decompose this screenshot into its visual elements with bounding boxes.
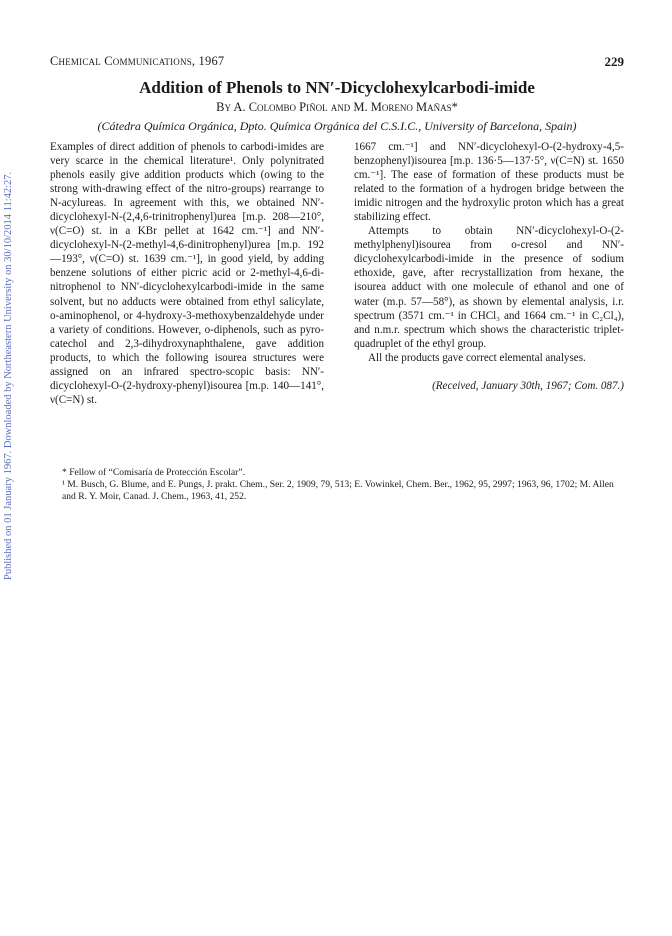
article-authors: By A. Colombo Piñol and M. Moreno Mañas* <box>216 100 458 114</box>
footnote-reference-1: ¹ M. Busch, G. Blume, and E. Pungs, J. prakt. Chem., Ser. 2, 1909, 79, 513; E. Vowinkel, Chem. Ber., 1962, 95, 2997; 1963, 96, 1702; M. Allen and R. Y. Moir, Canad. J. Chem., 1963, 41, 252. <box>62 479 614 503</box>
download-notice-sidebar <box>2 150 18 580</box>
download-notice-text: Published on 01 January 1967. Downloaded by Northeastern University on 30/10/2014 11:42:27. <box>3 171 14 580</box>
received-date: (Received, January 30th, 1967; Com. 087.) <box>432 379 624 392</box>
running-header <box>50 54 624 70</box>
body-paragraph-4: All the products gave correct elemental analyses. <box>368 351 586 364</box>
left-column <box>50 140 324 407</box>
footnote-fellow: * Fellow of “Comisaría de Protección Escolar”. <box>62 467 246 478</box>
article-title: Addition of Phenols to NN′-Dicyclohexylcarbodi-imide <box>139 78 535 97</box>
body-paragraph-1: Examples of direct addition of phenols to carbodi-imides are very scarce in the chemical literature¹. Only polynitrated phenols easily give addition products which (owing to the strong with-drawing effect of the nitro-groups) rearrange to N-acylureas. In agreement with this, we obtained NN′-dicyclohexyl-N-(2,4,6-trinitrophenyl)urea [m.p. 208—210°, ν(C=O) st. in a KBr pellet at 1642 cm.⁻¹] and NN′-dicyclohexyl-N-(2-methyl-4,6-dinitrophenyl)urea [m.p. 192—193°, ν(C=O) st. 1639 cm.⁻¹], in good yield, by adding benzene solutions of either picric acid or 2-methyl-4,6-di-nitrophenol to NN′-dicyclohexylcarbodi-imide in the same solvent, but no adducts were obtained from ethyl salicylate, o-aminophenol, or 4-hydroxy-3-methoxybenzaldehyde under a variety of conditions. However, o-diphenols, such as pyro-catechol and 2,3-dihydroxynaphthalene, gave addition products, to which the following isourea structures were assigned on an infrared spectro-scopic basis: NN′-dicyclohexyl-O-(2-hydroxy-phenyl)isourea [m.p. 140—141°, ν(C=N) st. <box>50 141 324 406</box>
footnotes <box>50 467 624 504</box>
body-paragraph-2: 1667 cm.⁻¹] and NN′-dicyclohexyl-O-(2-hydroxy-4,5-benzophenyl)isourea [m.p. 136·5—137·5°, ν(C=N) st. 1650 cm.⁻¹]. The ease of formation of these products must be related to the formation of a hydrogen bridge between the imidic nitrogen and the hydroxylic proton which has a great stabilizing effect. <box>354 141 624 224</box>
page-number: 229 <box>604 54 624 69</box>
journal-name: Chemical Communications, 1967 <box>50 54 225 68</box>
right-column <box>354 140 624 393</box>
author-affiliation: (Cátedra Química Orgánica, Dpto. Química Orgánica del C.S.I.C., University of Barcelona, Spain) <box>97 119 577 133</box>
body-paragraph-3: Attempts to obtain NN′-dicyclohexyl-O-(2-methylphenyl)isourea from o-cresol and NN′-dicyclohexylcarbodi-imide in the presence of sodium ethoxide, gave, after recrystallization from hexane, the isourea adduct with one molecule of ethanol and one of water (m.p. 57—58°), as shown by elemental analysis, i.r. spectrum (3571 cm.⁻¹ in CHCl₃ and 1664 cm.⁻¹ in C₂Cl₄), and n.m.r. spectrum which shows the characteristic triplet-quadruplet of the ethyl group. <box>354 225 624 350</box>
